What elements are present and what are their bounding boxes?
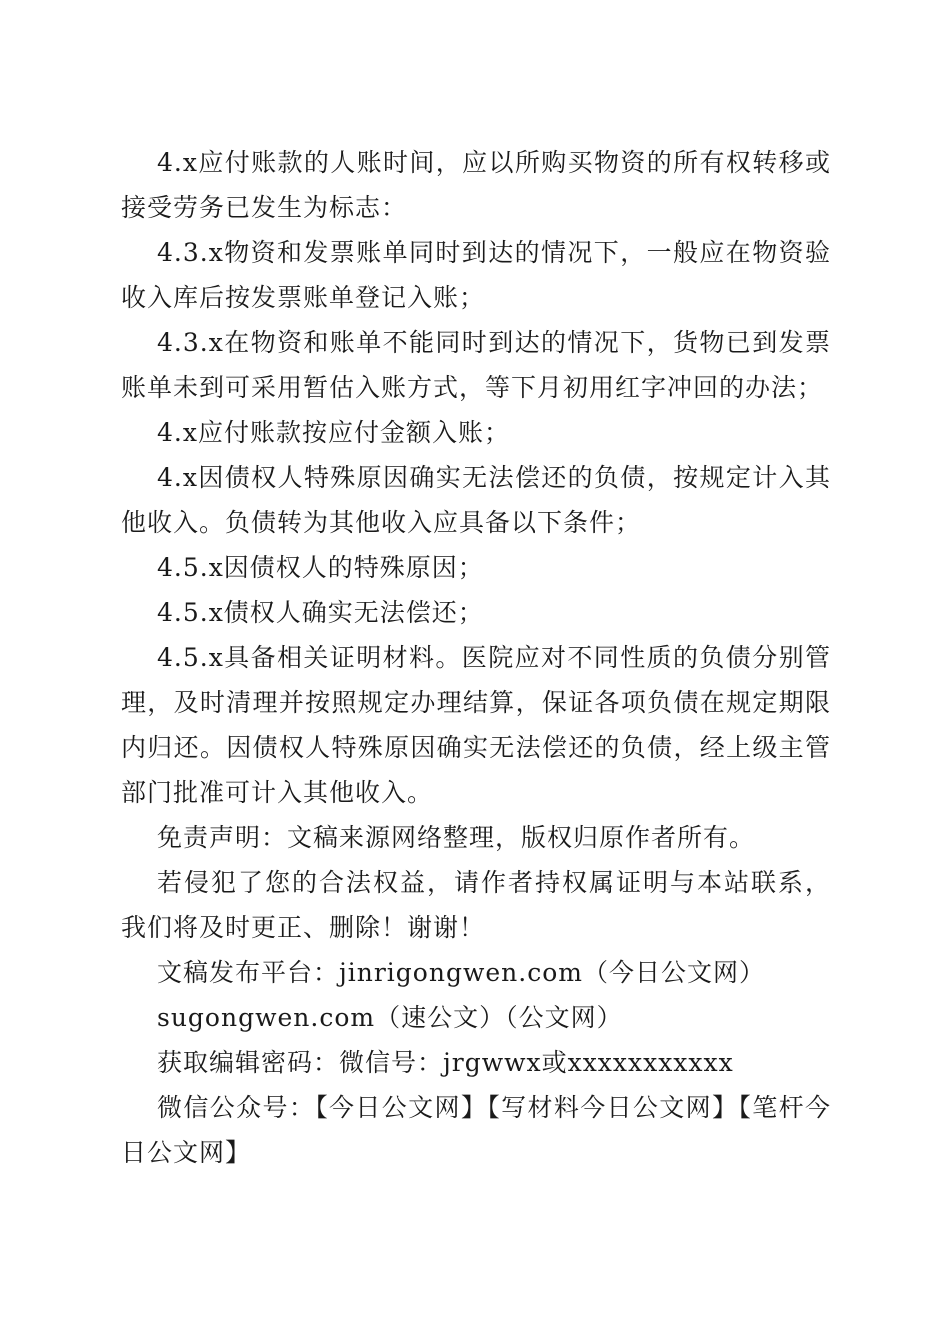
paragraph-6: 4.5.x因债权人的特殊原因； (157, 553, 484, 582)
site-link: sugongwen.com（速公文）（公文网） (157, 1003, 623, 1032)
paragraph-7: 4.5.x债权人确实无法偿还； (157, 598, 484, 627)
paragraph-5: 4.x因债权人特殊原因确实无法偿还的负债，按规定计入其他收入。负债转为其他收入应具备以下条件； (121, 463, 831, 537)
paragraph-4: 4.x应付账款按应付金额入账； (157, 418, 510, 447)
paragraph-1: 4.x应付账款的人账时间，应以所购买物资的所有权转移或接受劳务已发生为标志： (121, 148, 831, 222)
publish-platform: 文稿发布平台：jinrigongwen.com（今日公文网） (157, 958, 765, 987)
wechat-accounts: 微信公众号：【今日公文网】【写材料今日公文网】【笔杆今日公文网】 (121, 1093, 831, 1167)
edit-password-info: 获取编辑密码：微信号：jrgwwx或xxxxxxxxxxx (157, 1048, 734, 1077)
paragraph-3: 4.3.x在物资和账单不能同时到达的情况下，货物已到发票账单未到可采用暂估入账方式，等下月初用红字冲回的办法； (121, 328, 831, 402)
paragraph-2: 4.3.x物资和发票账单同时到达的情况下，一般应在物资验收入库后按发票账单登记入账； (121, 238, 831, 312)
paragraph-8: 4.5.x具备相关证明材料。医院应对不同性质的负债分别管理，及时清理并按照规定办理结算，保证各项负债在规定期限内归还。因债权人特殊原因确实无法偿还的负债，经上级主管部门批准可计入其他收入。 (121, 643, 831, 807)
disclaimer: 免责声明：文稿来源网络整理，版权归原作者所有。 (157, 823, 756, 852)
document-body (121, 140, 831, 1175)
infringement-notice: 若侵犯了您的合法权益，请作者持权属证明与本站联系，我们将及时更正、删除！谢谢！ (121, 868, 831, 942)
